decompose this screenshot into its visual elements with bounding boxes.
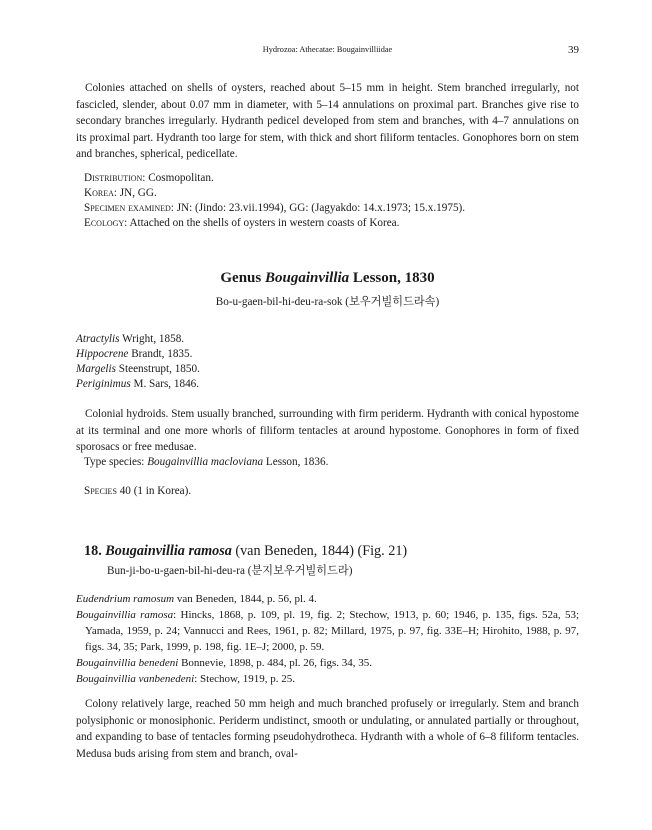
synonym-reference: : Stechow, 1919, p. 25.	[194, 673, 295, 685]
type-species-label: Type species:	[84, 456, 148, 468]
species-synonymy	[76, 591, 579, 687]
species-number: 18.	[84, 543, 102, 559]
genus-synonym	[76, 346, 192, 362]
type-species-line	[84, 454, 328, 470]
genus-synonym	[76, 376, 199, 392]
synonym-author: Brandt, 1835.	[128, 348, 193, 360]
species-count-value: 40 (1 in Korea).	[116, 485, 192, 497]
korea-label: Korea:	[84, 187, 117, 199]
species-description: Colony relatively large, reached 50 mm heigh and much branched profusely or irregularly. Stem and branch polysiphonic or monosiphonic. Periderm undistinct, smooth or undulating, or annulated partially or throughout, and expanding to base of tentacles forming pseudohydrotheca. Hydranth with a whole of 6–8 filiform tentacles. Medusa buds arising from stem and branch, oval-	[76, 698, 579, 760]
species-pronunciation: Bun-ji-bo-u-gaen-bil-hi-deu-ra (분지보우거빌히드라)	[107, 565, 353, 577]
synonym-reference: Bonnevie, 1898, p. 484, pl. 26, figs. 34, 35.	[178, 657, 373, 669]
synonym-name: Atractylis	[76, 333, 120, 345]
genus-prefix: Genus	[220, 270, 265, 286]
species-heading	[84, 543, 407, 560]
synonym-name: Bougainvillia vanbenedeni	[76, 673, 195, 685]
type-species-name: Bougainvillia macloviana	[147, 456, 264, 468]
genus-description: Colonial hydroids. Stem usually branched, surrounding with firm periderm. Hydranth with conical hypostome at its terminal and one more whorls of filiform tentacles at around hypostome. Gonophores in form of fixed sporosacs or free medusae.	[76, 408, 579, 453]
running-head: Hydrozoa: Athecatae: Bougainvilliidae	[262, 45, 393, 54]
species-author: (van Beneden, 1844) (Fig. 21)	[231, 543, 408, 559]
synonym-name: Margelis	[76, 363, 116, 375]
synonym-reference: van Beneden, 1844, p. 56, pl. 4.	[174, 593, 317, 605]
synonym-name: Periginimus	[76, 378, 131, 390]
species-synonym	[76, 655, 579, 671]
synonym-author: Wright, 1858.	[119, 333, 185, 345]
distribution-value: Cosmopolitan.	[148, 172, 214, 184]
synonym-reference: : Hincks, 1868, p. 109, pl. 19, fig. 2; Stechow, 1913, p. 60; 1946, p. 135, figs. 52a, 53; Yamada, 1959, p. 24; Vannucci and Rees, 1961, p. 82; Millard, 1975, p. 97, fig. 33E–H; Hirohito, 1988, p. 97, figs. 34, 35; Park, 1999, p. 198, fig. 1E–J; 2000, p. 59.	[85, 609, 580, 653]
type-species-author: Lesson, 1836.	[263, 456, 329, 468]
genus-name: Bougainvillia	[264, 270, 350, 286]
distribution-line	[84, 170, 214, 186]
korea-line	[84, 185, 157, 201]
synonym-author: M. Sars, 1846.	[130, 378, 200, 390]
synonym-name: Bougainvillia benedeni	[76, 657, 179, 669]
page-number: 39	[568, 44, 579, 56]
species-synonym	[76, 671, 579, 687]
genus-author: Lesson, 1830	[349, 270, 435, 286]
synonym-name: Bougainvillia ramosa	[76, 609, 174, 621]
genus-pronunciation: Bo-u-gaen-bil-hi-deu-ra-sok (보우거빌히드라속)	[215, 296, 440, 308]
species-name: Bougainvillia ramosa	[105, 543, 232, 559]
ecology-line	[84, 215, 399, 231]
specimen-line	[84, 200, 465, 216]
synonym-author: Steenstrupt, 1850.	[115, 363, 200, 375]
species-synonym	[76, 607, 579, 655]
ecology-value: Attached on the shells of oysters in western coasts of Korea.	[129, 217, 400, 229]
specimen-value: JN: (Jindo: 23.vii.1994), GG: (Jagyakdo: 14.x.1973; 15.x.1975).	[176, 202, 466, 214]
species-count-line	[84, 483, 191, 499]
korea-value: JN, GG.	[119, 187, 157, 199]
page-header	[76, 44, 579, 58]
species-count-label: Species	[84, 485, 117, 497]
intro-paragraph: Colonies attached on shells of oysters, reached about 5–15 mm in height. Stem branched irregularly, not fascicled, slender, about 0.07 mm in diameter, with 5–14 annulations on proximal part. Branches give rise to secondary branches irregularly. Hydranth pedicel developed from stem and branches, with 4–7 annulations on its proximal part. Hydranth too large for stem, with thick and short filiform tentacles. Gonophores born on stem and branches, spherical, pedicellate.	[76, 82, 579, 160]
genus-synonym	[76, 331, 184, 347]
species-synonym	[76, 591, 579, 607]
genus-synonym	[76, 361, 200, 377]
genus-heading	[76, 270, 579, 287]
ecology-label: Ecology:	[84, 217, 128, 229]
distribution-label: Distribution:	[84, 172, 146, 184]
synonym-name: Eudendrium ramosum	[76, 593, 175, 605]
specimen-label: Specimen examined:	[84, 202, 174, 214]
synonym-name: Hippocrene	[76, 348, 129, 360]
